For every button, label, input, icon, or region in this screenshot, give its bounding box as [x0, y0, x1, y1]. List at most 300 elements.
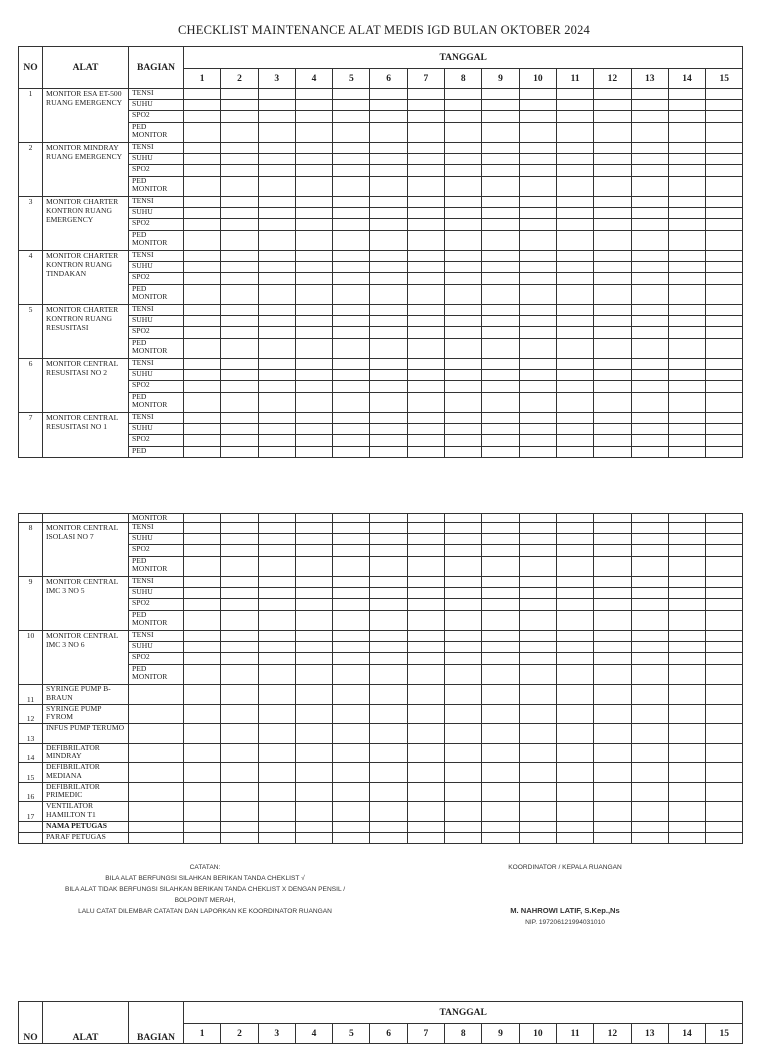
- check-cell[interactable]: [221, 435, 258, 447]
- check-cell[interactable]: [631, 100, 668, 111]
- check-cell[interactable]: [445, 251, 482, 262]
- check-cell[interactable]: [258, 577, 295, 588]
- check-cell[interactable]: [445, 631, 482, 642]
- check-cell[interactable]: [407, 447, 444, 458]
- check-cell[interactable]: [594, 231, 631, 251]
- check-cell[interactable]: [295, 724, 332, 744]
- check-cell[interactable]: [221, 381, 258, 393]
- check-cell[interactable]: [295, 393, 332, 413]
- check-cell[interactable]: [519, 231, 556, 251]
- check-cell[interactable]: [482, 359, 519, 370]
- check-cell[interactable]: [258, 197, 295, 208]
- check-cell[interactable]: [445, 154, 482, 165]
- check-cell[interactable]: [295, 273, 332, 285]
- check-cell[interactable]: [333, 111, 370, 123]
- check-cell[interactable]: [631, 89, 668, 100]
- check-cell[interactable]: [184, 435, 221, 447]
- check-cell[interactable]: [556, 231, 593, 251]
- check-cell[interactable]: [668, 599, 705, 611]
- check-cell[interactable]: [370, 447, 407, 458]
- check-cell[interactable]: [631, 305, 668, 316]
- check-cell[interactable]: [445, 447, 482, 458]
- check-cell[interactable]: [668, 588, 705, 599]
- check-cell[interactable]: [184, 534, 221, 545]
- check-cell[interactable]: [184, 197, 221, 208]
- check-cell[interactable]: [519, 89, 556, 100]
- check-cell[interactable]: [184, 339, 221, 359]
- check-cell[interactable]: [333, 370, 370, 381]
- check-cell[interactable]: [184, 89, 221, 100]
- check-cell[interactable]: [184, 273, 221, 285]
- signature-name-cell[interactable]: [556, 821, 593, 832]
- signature-name-cell[interactable]: [445, 821, 482, 832]
- check-cell[interactable]: [445, 165, 482, 177]
- check-cell[interactable]: [631, 231, 668, 251]
- check-cell[interactable]: [631, 381, 668, 393]
- check-cell[interactable]: [594, 208, 631, 219]
- check-cell[interactable]: [258, 177, 295, 197]
- check-cell[interactable]: [295, 219, 332, 231]
- check-cell[interactable]: [258, 381, 295, 393]
- check-cell[interactable]: [594, 545, 631, 557]
- check-cell[interactable]: [258, 665, 295, 685]
- check-cell[interactable]: [668, 393, 705, 413]
- check-cell[interactable]: [519, 447, 556, 458]
- check-cell[interactable]: [221, 305, 258, 316]
- check-cell[interactable]: [184, 219, 221, 231]
- signature-name-cell[interactable]: [594, 821, 631, 832]
- check-cell[interactable]: [370, 704, 407, 724]
- check-cell[interactable]: [221, 251, 258, 262]
- check-cell[interactable]: [258, 642, 295, 653]
- check-cell[interactable]: [295, 704, 332, 724]
- check-cell[interactable]: [594, 89, 631, 100]
- check-cell[interactable]: [668, 273, 705, 285]
- check-cell[interactable]: [519, 577, 556, 588]
- check-cell[interactable]: [519, 316, 556, 327]
- check-cell[interactable]: [631, 316, 668, 327]
- check-cell[interactable]: [295, 208, 332, 219]
- check-cell[interactable]: [407, 197, 444, 208]
- check-cell[interactable]: [594, 305, 631, 316]
- check-cell[interactable]: [221, 197, 258, 208]
- check-cell[interactable]: [668, 285, 705, 305]
- check-cell[interactable]: [295, 514, 332, 523]
- check-cell[interactable]: [258, 545, 295, 557]
- check-cell[interactable]: [295, 653, 332, 665]
- check-cell[interactable]: [370, 557, 407, 577]
- check-cell[interactable]: [221, 611, 258, 631]
- check-cell[interactable]: [706, 316, 743, 327]
- check-cell[interactable]: [221, 588, 258, 599]
- check-cell[interactable]: [295, 523, 332, 534]
- check-cell[interactable]: [295, 743, 332, 763]
- check-cell[interactable]: [482, 523, 519, 534]
- check-cell[interactable]: [706, 611, 743, 631]
- check-cell[interactable]: [370, 599, 407, 611]
- check-cell[interactable]: [556, 273, 593, 285]
- check-cell[interactable]: [333, 653, 370, 665]
- check-cell[interactable]: [631, 653, 668, 665]
- check-cell[interactable]: [445, 177, 482, 197]
- check-cell[interactable]: [258, 782, 295, 802]
- check-cell[interactable]: [594, 327, 631, 339]
- check-cell[interactable]: [668, 370, 705, 381]
- check-cell[interactable]: [333, 435, 370, 447]
- check-cell[interactable]: [594, 724, 631, 744]
- check-cell[interactable]: [556, 557, 593, 577]
- check-cell[interactable]: [407, 523, 444, 534]
- check-cell[interactable]: [221, 111, 258, 123]
- check-cell[interactable]: [556, 370, 593, 381]
- check-cell[interactable]: [295, 413, 332, 424]
- check-cell[interactable]: [445, 782, 482, 802]
- check-cell[interactable]: [258, 435, 295, 447]
- check-cell[interactable]: [706, 413, 743, 424]
- check-cell[interactable]: [333, 557, 370, 577]
- check-cell[interactable]: [631, 588, 668, 599]
- check-cell[interactable]: [445, 111, 482, 123]
- check-cell[interactable]: [295, 642, 332, 653]
- check-cell[interactable]: [668, 523, 705, 534]
- check-cell[interactable]: [445, 197, 482, 208]
- check-cell[interactable]: [333, 208, 370, 219]
- check-cell[interactable]: [370, 359, 407, 370]
- check-cell[interactable]: [706, 327, 743, 339]
- check-cell[interactable]: [333, 231, 370, 251]
- check-cell[interactable]: [519, 285, 556, 305]
- check-cell[interactable]: [556, 424, 593, 435]
- check-cell[interactable]: [631, 251, 668, 262]
- check-cell[interactable]: [295, 177, 332, 197]
- check-cell[interactable]: [706, 165, 743, 177]
- check-cell[interactable]: [221, 599, 258, 611]
- check-cell[interactable]: [221, 631, 258, 642]
- check-cell[interactable]: [519, 305, 556, 316]
- check-cell[interactable]: [556, 197, 593, 208]
- check-cell[interactable]: [594, 435, 631, 447]
- check-cell[interactable]: [519, 435, 556, 447]
- check-cell[interactable]: [184, 143, 221, 154]
- check-cell[interactable]: [333, 424, 370, 435]
- check-cell[interactable]: [184, 262, 221, 273]
- check-cell[interactable]: [370, 653, 407, 665]
- signature-paraf-cell[interactable]: [295, 832, 332, 843]
- check-cell[interactable]: [519, 339, 556, 359]
- check-cell[interactable]: [258, 653, 295, 665]
- check-cell[interactable]: [295, 316, 332, 327]
- check-cell[interactable]: [370, 381, 407, 393]
- check-cell[interactable]: [482, 208, 519, 219]
- check-cell[interactable]: [631, 273, 668, 285]
- check-cell[interactable]: [631, 208, 668, 219]
- check-cell[interactable]: [184, 653, 221, 665]
- check-cell[interactable]: [556, 514, 593, 523]
- check-cell[interactable]: [258, 802, 295, 822]
- check-cell[interactable]: [221, 514, 258, 523]
- check-cell[interactable]: [519, 545, 556, 557]
- check-cell[interactable]: [221, 339, 258, 359]
- check-cell[interactable]: [706, 219, 743, 231]
- signature-paraf-cell[interactable]: [370, 832, 407, 843]
- check-cell[interactable]: [556, 447, 593, 458]
- check-cell[interactable]: [445, 413, 482, 424]
- check-cell[interactable]: [706, 177, 743, 197]
- check-cell[interactable]: [370, 197, 407, 208]
- check-cell[interactable]: [594, 381, 631, 393]
- check-cell[interactable]: [482, 424, 519, 435]
- check-cell[interactable]: [258, 251, 295, 262]
- check-cell[interactable]: [668, 165, 705, 177]
- check-cell[interactable]: [258, 143, 295, 154]
- check-cell[interactable]: [519, 763, 556, 783]
- check-cell[interactable]: [631, 370, 668, 381]
- check-cell[interactable]: [221, 724, 258, 744]
- check-cell[interactable]: [370, 262, 407, 273]
- signature-name-cell[interactable]: [258, 821, 295, 832]
- check-cell[interactable]: [221, 285, 258, 305]
- check-cell[interactable]: [482, 743, 519, 763]
- check-cell[interactable]: [706, 339, 743, 359]
- check-cell[interactable]: [295, 305, 332, 316]
- check-cell[interactable]: [221, 262, 258, 273]
- check-cell[interactable]: [556, 327, 593, 339]
- check-cell[interactable]: [519, 273, 556, 285]
- check-cell[interactable]: [445, 89, 482, 100]
- check-cell[interactable]: [556, 743, 593, 763]
- check-cell[interactable]: [519, 381, 556, 393]
- check-cell[interactable]: [370, 123, 407, 143]
- check-cell[interactable]: [258, 534, 295, 545]
- check-cell[interactable]: [482, 262, 519, 273]
- check-cell[interactable]: [221, 802, 258, 822]
- check-cell[interactable]: [370, 685, 407, 705]
- check-cell[interactable]: [482, 273, 519, 285]
- check-cell[interactable]: [407, 743, 444, 763]
- check-cell[interactable]: [184, 285, 221, 305]
- check-cell[interactable]: [668, 435, 705, 447]
- check-cell[interactable]: [333, 305, 370, 316]
- signature-paraf-cell[interactable]: [594, 832, 631, 843]
- check-cell[interactable]: [556, 665, 593, 685]
- check-cell[interactable]: [594, 339, 631, 359]
- check-cell[interactable]: [706, 370, 743, 381]
- check-cell[interactable]: [519, 208, 556, 219]
- check-cell[interactable]: [370, 642, 407, 653]
- check-cell[interactable]: [668, 653, 705, 665]
- check-cell[interactable]: [221, 743, 258, 763]
- check-cell[interactable]: [184, 782, 221, 802]
- check-cell[interactable]: [333, 413, 370, 424]
- check-cell[interactable]: [445, 611, 482, 631]
- check-cell[interactable]: [184, 557, 221, 577]
- check-cell[interactable]: [333, 143, 370, 154]
- check-cell[interactable]: [519, 262, 556, 273]
- check-cell[interactable]: [221, 413, 258, 424]
- check-cell[interactable]: [258, 611, 295, 631]
- check-cell[interactable]: [482, 111, 519, 123]
- check-cell[interactable]: [482, 123, 519, 143]
- check-cell[interactable]: [482, 370, 519, 381]
- check-cell[interactable]: [295, 197, 332, 208]
- check-cell[interactable]: [295, 262, 332, 273]
- check-cell[interactable]: [184, 599, 221, 611]
- check-cell[interactable]: [519, 743, 556, 763]
- check-cell[interactable]: [407, 359, 444, 370]
- check-cell[interactable]: [445, 316, 482, 327]
- check-cell[interactable]: [631, 724, 668, 744]
- check-cell[interactable]: [407, 316, 444, 327]
- check-cell[interactable]: [445, 393, 482, 413]
- check-cell[interactable]: [668, 763, 705, 783]
- check-cell[interactable]: [482, 577, 519, 588]
- check-cell[interactable]: [594, 262, 631, 273]
- check-cell[interactable]: [333, 339, 370, 359]
- check-cell[interactable]: [706, 665, 743, 685]
- check-cell[interactable]: [407, 724, 444, 744]
- check-cell[interactable]: [706, 577, 743, 588]
- check-cell[interactable]: [184, 642, 221, 653]
- check-cell[interactable]: [594, 100, 631, 111]
- check-cell[interactable]: [706, 285, 743, 305]
- check-cell[interactable]: [258, 123, 295, 143]
- check-cell[interactable]: [333, 588, 370, 599]
- check-cell[interactable]: [482, 724, 519, 744]
- check-cell[interactable]: [370, 165, 407, 177]
- check-cell[interactable]: [631, 154, 668, 165]
- check-cell[interactable]: [184, 231, 221, 251]
- check-cell[interactable]: [482, 100, 519, 111]
- signature-name-cell[interactable]: [631, 821, 668, 832]
- check-cell[interactable]: [370, 231, 407, 251]
- check-cell[interactable]: [556, 763, 593, 783]
- check-cell[interactable]: [594, 154, 631, 165]
- check-cell[interactable]: [333, 743, 370, 763]
- check-cell[interactable]: [258, 447, 295, 458]
- check-cell[interactable]: [556, 393, 593, 413]
- check-cell[interactable]: [221, 653, 258, 665]
- check-cell[interactable]: [295, 424, 332, 435]
- check-cell[interactable]: [556, 111, 593, 123]
- check-cell[interactable]: [631, 177, 668, 197]
- check-cell[interactable]: [258, 339, 295, 359]
- signature-name-cell[interactable]: [519, 821, 556, 832]
- check-cell[interactable]: [706, 631, 743, 642]
- check-cell[interactable]: [668, 704, 705, 724]
- check-cell[interactable]: [445, 665, 482, 685]
- check-cell[interactable]: [519, 327, 556, 339]
- check-cell[interactable]: [668, 262, 705, 273]
- check-cell[interactable]: [482, 557, 519, 577]
- check-cell[interactable]: [482, 89, 519, 100]
- check-cell[interactable]: [556, 802, 593, 822]
- check-cell[interactable]: [706, 100, 743, 111]
- check-cell[interactable]: [594, 165, 631, 177]
- check-cell[interactable]: [370, 724, 407, 744]
- signature-name-cell[interactable]: [482, 821, 519, 832]
- check-cell[interactable]: [221, 100, 258, 111]
- check-cell[interactable]: [519, 251, 556, 262]
- check-cell[interactable]: [184, 123, 221, 143]
- check-cell[interactable]: [295, 763, 332, 783]
- check-cell[interactable]: [407, 251, 444, 262]
- check-cell[interactable]: [333, 393, 370, 413]
- signature-name-cell[interactable]: [706, 821, 743, 832]
- check-cell[interactable]: [445, 143, 482, 154]
- check-cell[interactable]: [445, 523, 482, 534]
- check-cell[interactable]: [445, 653, 482, 665]
- check-cell[interactable]: [668, 802, 705, 822]
- check-cell[interactable]: [295, 370, 332, 381]
- check-cell[interactable]: [706, 262, 743, 273]
- signature-name-cell[interactable]: [668, 821, 705, 832]
- check-cell[interactable]: [556, 653, 593, 665]
- check-cell[interactable]: [370, 251, 407, 262]
- check-cell[interactable]: [221, 123, 258, 143]
- check-cell[interactable]: [556, 685, 593, 705]
- check-cell[interactable]: [556, 316, 593, 327]
- check-cell[interactable]: [407, 370, 444, 381]
- check-cell[interactable]: [556, 305, 593, 316]
- check-cell[interactable]: [295, 447, 332, 458]
- check-cell[interactable]: [594, 219, 631, 231]
- check-cell[interactable]: [258, 631, 295, 642]
- check-cell[interactable]: [556, 413, 593, 424]
- check-cell[interactable]: [445, 327, 482, 339]
- check-cell[interactable]: [706, 557, 743, 577]
- check-cell[interactable]: [258, 724, 295, 744]
- check-cell[interactable]: [295, 285, 332, 305]
- signature-name-cell[interactable]: [370, 821, 407, 832]
- check-cell[interactable]: [295, 154, 332, 165]
- check-cell[interactable]: [184, 251, 221, 262]
- check-cell[interactable]: [556, 100, 593, 111]
- check-cell[interactable]: [519, 557, 556, 577]
- check-cell[interactable]: [668, 197, 705, 208]
- check-cell[interactable]: [556, 262, 593, 273]
- check-cell[interactable]: [594, 424, 631, 435]
- check-cell[interactable]: [594, 359, 631, 370]
- check-cell[interactable]: [445, 381, 482, 393]
- check-cell[interactable]: [407, 435, 444, 447]
- check-cell[interactable]: [221, 685, 258, 705]
- check-cell[interactable]: [631, 599, 668, 611]
- check-cell[interactable]: [594, 197, 631, 208]
- check-cell[interactable]: [184, 154, 221, 165]
- check-cell[interactable]: [706, 197, 743, 208]
- check-cell[interactable]: [594, 251, 631, 262]
- check-cell[interactable]: [221, 359, 258, 370]
- check-cell[interactable]: [556, 177, 593, 197]
- check-cell[interactable]: [556, 724, 593, 744]
- check-cell[interactable]: [407, 123, 444, 143]
- check-cell[interactable]: [333, 514, 370, 523]
- signature-name-cell[interactable]: [295, 821, 332, 832]
- check-cell[interactable]: [631, 165, 668, 177]
- check-cell[interactable]: [631, 577, 668, 588]
- check-cell[interactable]: [333, 704, 370, 724]
- check-cell[interactable]: [668, 154, 705, 165]
- check-cell[interactable]: [445, 370, 482, 381]
- check-cell[interactable]: [407, 577, 444, 588]
- check-cell[interactable]: [221, 208, 258, 219]
- check-cell[interactable]: [370, 743, 407, 763]
- check-cell[interactable]: [445, 123, 482, 143]
- check-cell[interactable]: [258, 100, 295, 111]
- check-cell[interactable]: [333, 285, 370, 305]
- check-cell[interactable]: [295, 89, 332, 100]
- check-cell[interactable]: [668, 123, 705, 143]
